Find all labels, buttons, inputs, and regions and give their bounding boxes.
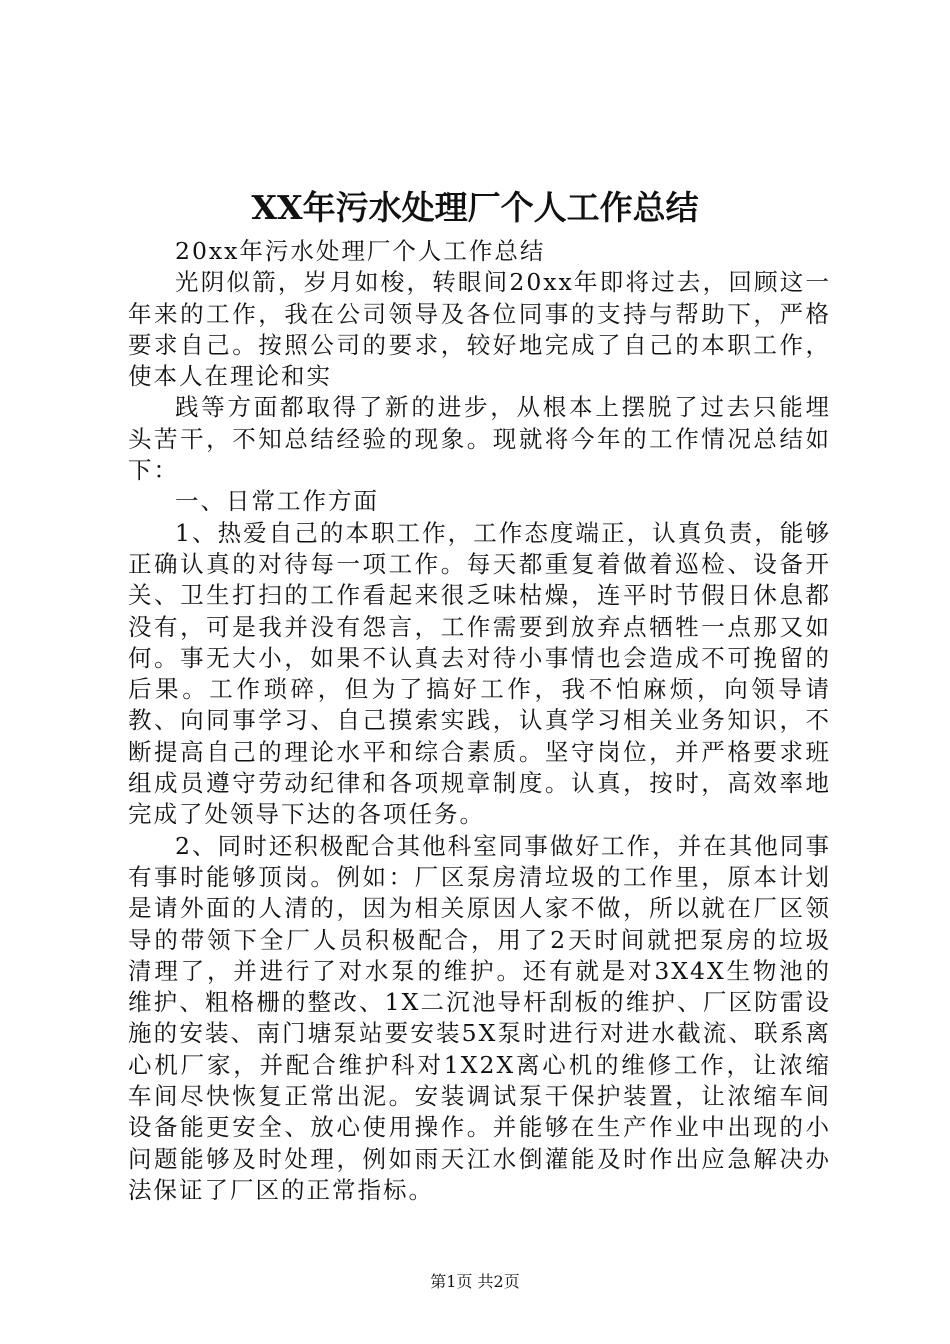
document-body	[128, 236, 831, 1206]
body-paragraph: 光阴似箭，岁月如梭，转眼间20xx年即将过去，回顾这一年来的工作，我在公司领导及各位同事的支持与帮助下，严格要求自己。按照公司的要求，较好地完成了自己的本职工作，使本人在理论和实	[128, 268, 831, 391]
body-paragraph: 2、同时还积极配合其他科室同事做好工作，并在其他同事有事时能够顶岗。例如：厂区泵房清垃圾的工作里，原本计划是请外面的人清的，因为相关原因人家不做，所以就在厂区领导的带领下全厂人员积极配合，用了2天时间就把泵房的垃圾清理了，并进行了对水泵的维护。还有就是对3X4X生物池的维护、粗格栅的整改、1X二沉池导杆刮板的维护、厂区防雷设施的安装、南门塘泵站要安装5X泵时进行对进水截流、联系离心机厂家，并配合维护科对1X2X离心机的维修工作，让浓缩车间尽快恢复正常出泥。安装调试泵干保护装置，让浓缩车间设备能更安全、放心使用操作。并能够在生产作业中出现的小问题能够及时处理，例如雨天江水倒灌能及时作出应急解决办法保证了厂区的正常指标。	[128, 831, 831, 1204]
body-paragraph: 1、热爱自己的本职工作，工作态度端正，认真负责，能够正确认真的对待每一项工作。每天都重复着做着巡检、设备开关、卫生打扫的工作看起来很乏味枯燥，连平时节假日休息都没有，可是我并没有怨言，工作需要到放弃点牺牲一点那又如何。事无大小，如果不认真去对待小事情也会造成不可挽留的后果。工作琐碎，但为了搞好工作，我不怕麻烦，向领导请教、向同事学习、自己摸索实践，认真学习相关业务知识，不断提高自己的理论水平和综合素质。坚守岗位，并严格要求班组成员遵守劳动纪律和各项规章制度。认真，按时，高效率地完成了处领导下达的各项任务。	[128, 518, 831, 829]
section-heading: 一、日常工作方面	[175, 487, 379, 516]
document-title: XX年污水处理厂个人工作总结	[251, 188, 699, 227]
body-paragraph: 践等方面都取得了新的进步，从根本上摆脱了过去只能埋头苦干，不知总结经验的现象。现就将今年的工作情况总结如下：	[128, 393, 831, 485]
page-number-footer: 第1页 共2页	[430, 1272, 520, 1291]
body-paragraph: 20xx年污水处理厂个人工作总结	[175, 237, 546, 265]
